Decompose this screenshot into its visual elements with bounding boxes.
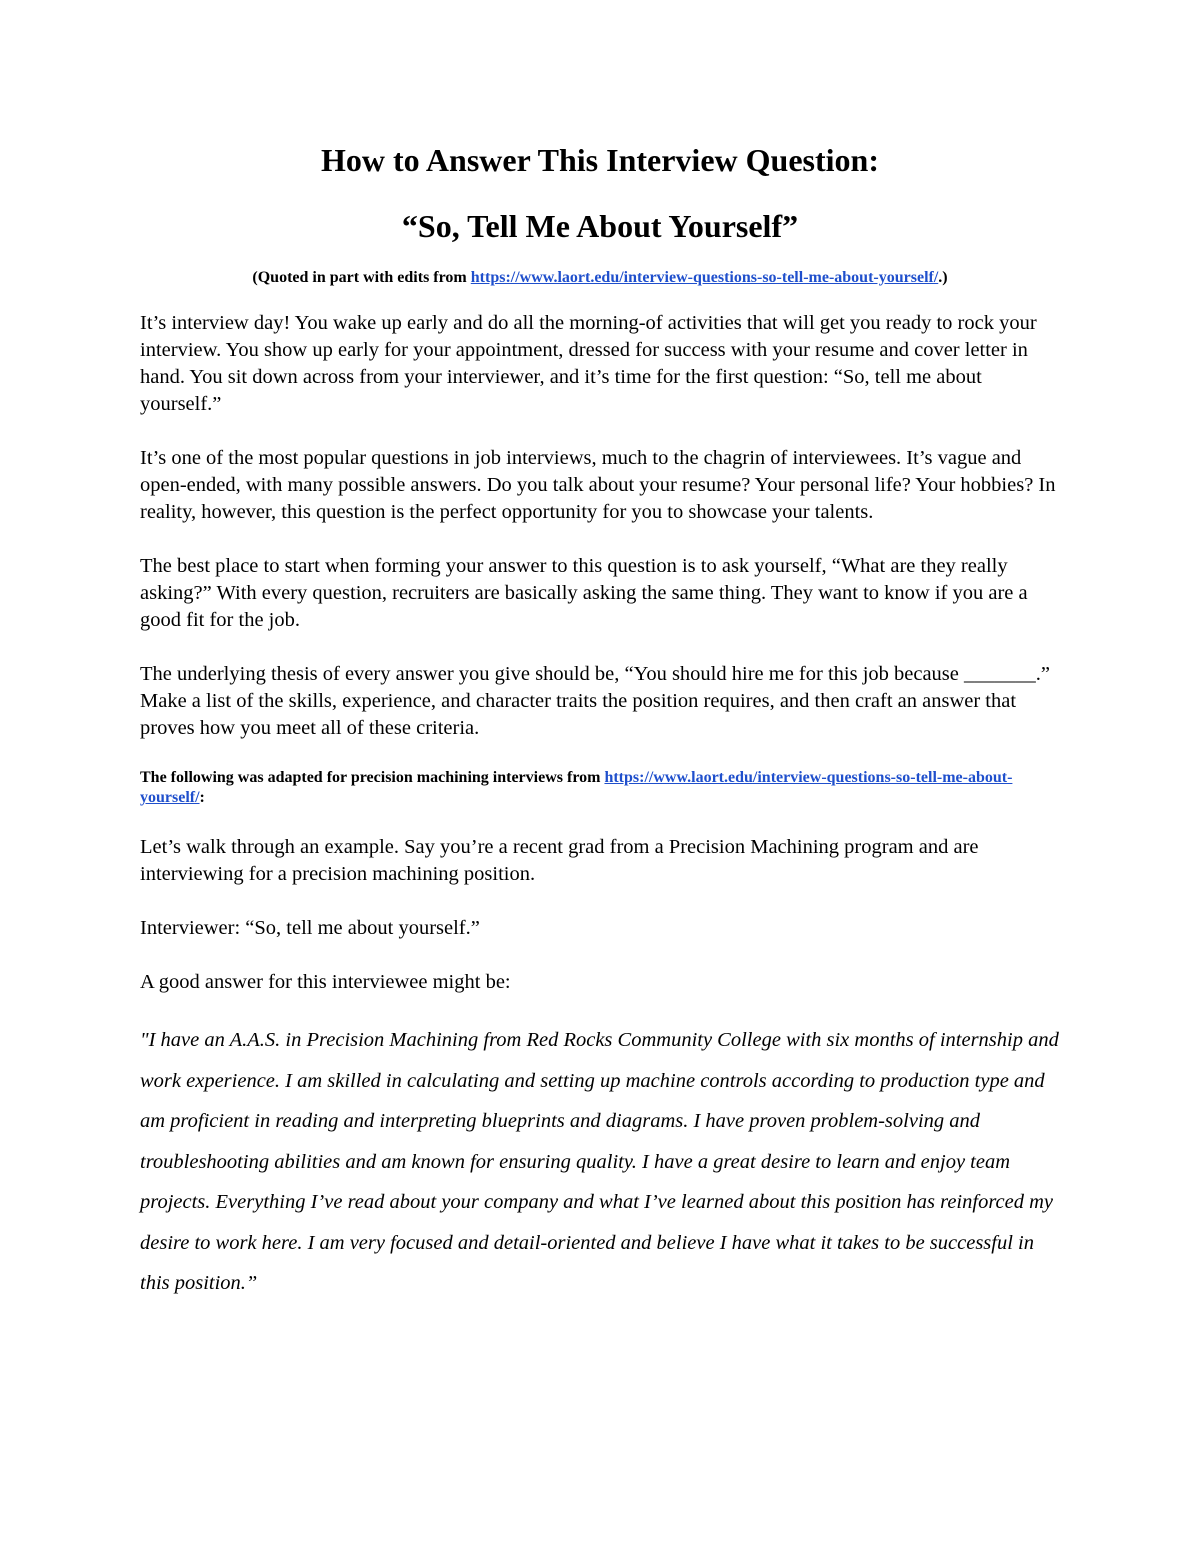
interviewer-line: Interviewer: “So, tell me about yourself.” xyxy=(140,917,480,939)
document-content xyxy=(140,140,1060,1304)
adapted-note-suffix: : xyxy=(199,789,205,806)
adapted-source-link[interactable]: https://www.laort.edu/interview-questions-so-tell-me-about-yourself/ xyxy=(140,769,1013,806)
adapted-note xyxy=(140,768,1060,808)
sample-answer: "I have an A.A.S. in Precision Machining from Red Rocks Community College with six months of internship and work experience. I am skilled in calculating and setting up machine controls according to production type and am proficient in reading and interpreting blueprints and diagrams. I have proven problem-solving and troubleshooting abilities and am known for ensuring quality. I have a great desire to learn and enjoy team projects. Everything I’ve read about your company and what I’ve learned about this position has reinforced my desire to work here. I am very focused and detail-oriented and believe I have what it takes to be successful in this position.” xyxy=(140,1029,1059,1294)
source-note-suffix: .) xyxy=(938,269,948,286)
source-note xyxy=(140,268,1060,288)
intro-paragraph: It’s interview day! You wake up early and do all the morning-of activities that will get you ready to rock your interview. You show up early for your appointment, dressed for success with your resume and cover letter in hand. You sit down across from your interviewer, and it’s time for the first question: “So, tell me about yourself.” xyxy=(140,312,1037,415)
example-intro-paragraph: Let’s walk through an example. Say you’re a recent grad from a Precision Machining program and are interviewing for a precision machining position. xyxy=(140,836,979,885)
popular-question-paragraph: It’s one of the most popular questions in job interviews, much to the chagrin of interviewees. It’s vague and open-ended, with many possible answers. Do you talk about your resume? Your personal life? Your hobbies? In reality, however, this question is the perfect opportunity for you to showcase your talents. xyxy=(140,447,1056,523)
source-note-prefix: (Quoted in part with edits from xyxy=(252,269,471,286)
best-place-paragraph: The best place to start when forming your answer to this question is to ask yourself, “What are they really asking?” With every question, recruiters are basically asking the same thing. They want to know if you are a good fit for the job. xyxy=(140,555,1028,631)
page-subtitle: “So, Tell Me About Yourself” xyxy=(401,208,799,244)
page-title: How to Answer This Interview Question: xyxy=(321,142,879,178)
thesis-paragraph: The underlying thesis of every answer you give should be, “You should hire me for this job because _______.” Make a list of the skills, experience, and character traits the position requires, and then craft an answer that proves how you meet all of these criteria. xyxy=(140,663,1050,739)
good-answer-lead: A good answer for this interviewee might be: xyxy=(140,971,511,993)
source-link[interactable]: https://www.laort.edu/interview-questions-so-tell-me-about-yourself/ xyxy=(470,269,939,286)
adapted-note-prefix: The following was adapted for precision machining interviews from xyxy=(140,769,605,786)
